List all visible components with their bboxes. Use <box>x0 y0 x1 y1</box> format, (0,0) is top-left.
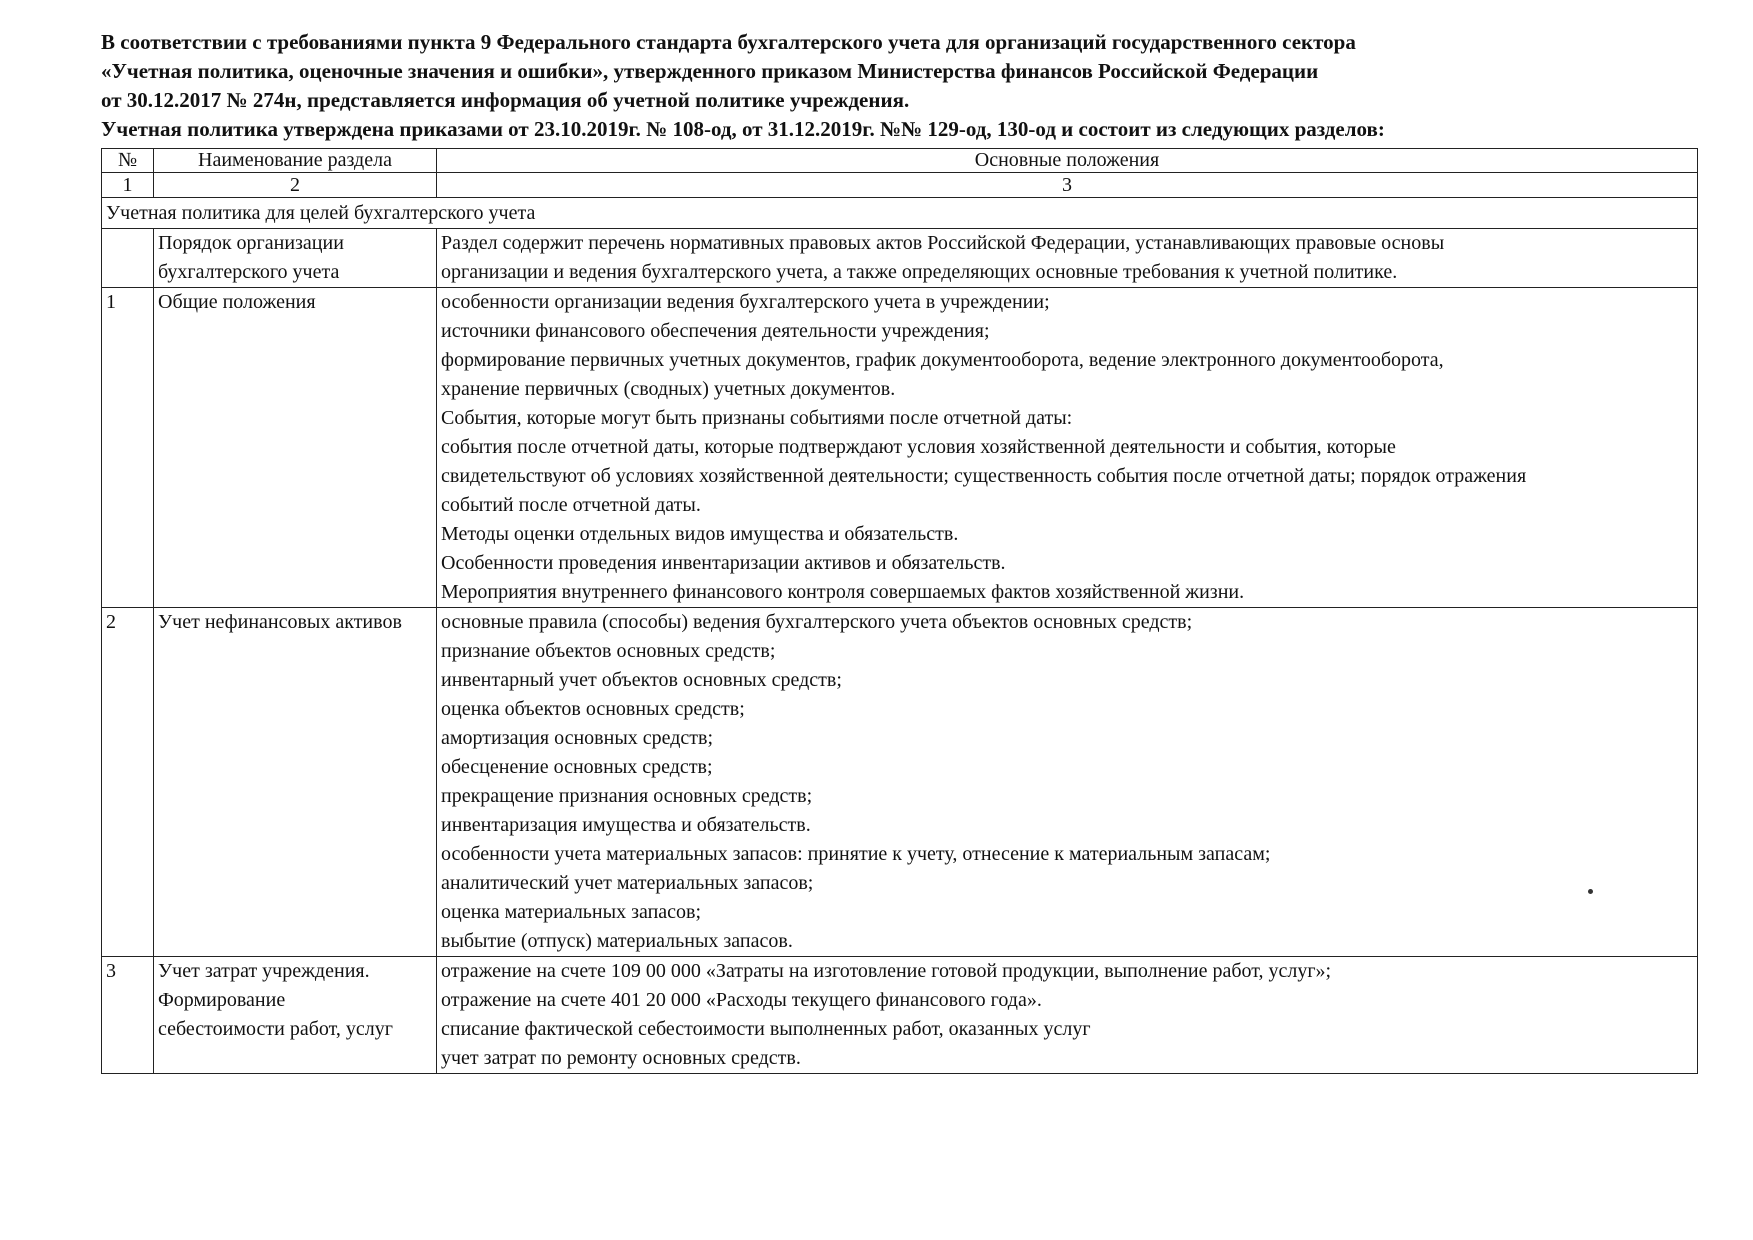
provision-line: Особенности проведения инвентаризации активов и обязательств. <box>441 552 1006 574</box>
column-number: 2 <box>154 173 437 198</box>
section-name <box>154 608 437 957</box>
main-provisions <box>437 608 1698 957</box>
header-section-name: Наименование раздела <box>154 149 437 173</box>
provision-line: организации и ведения бухгалтерского учета, а также определяющих основные требования к учетной политике. <box>441 261 1398 283</box>
table-row <box>102 229 1698 288</box>
row-number: 1 <box>102 288 154 608</box>
header-number: № <box>102 149 154 173</box>
provision-line: прекращение признания основных средств; <box>441 785 813 807</box>
row-number: 3 <box>102 957 154 1074</box>
provision-line: признание объектов основных средств; <box>441 640 776 662</box>
provision-line: Раздел содержит перечень нормативных правовых актов Российской Федерации, устанавливающих правовые основы <box>441 232 1445 254</box>
provision-line: списание фактической себестоимости выполненных работ, оказанных услуг <box>441 1018 1091 1040</box>
main-provisions <box>437 229 1698 288</box>
provision-line: отражение на счете 109 00 000 «Затраты на изготовление готовой продукции, выполнение работ, услуг»; <box>441 960 1332 982</box>
section-name-line: себестоимости работ, услуг <box>158 1018 393 1040</box>
section-name-line: Формирование <box>158 989 286 1011</box>
row-number: 2 <box>102 608 154 957</box>
provision-line: Методы оценки отдельных видов имущества и обязательств. <box>441 523 959 545</box>
provision-line: источники финансового обеспечения деятельности учреждения; <box>441 320 990 342</box>
section-name <box>154 957 437 1074</box>
column-number: 1 <box>102 173 154 198</box>
provision-line: особенности организации ведения бухгалтерского учета в учреждении; <box>441 291 1050 313</box>
intro-line: В соответствии с требованиями пункта 9 Федерального стандарта бухгалтерского учета для организаций государственного сектора <box>101 30 1356 54</box>
main-provisions <box>437 957 1698 1074</box>
table-row <box>102 288 1698 608</box>
intro-line: Учетная политика утверждена приказами от 23.10.2019г. № 108-од, от 31.12.2019г. №№ 129-од, 130-од и состоит из следующих разделов: <box>101 117 1385 141</box>
section-name <box>154 229 437 288</box>
section-name <box>154 288 437 608</box>
section-title: Учетная политика для целей бухгалтерского учета <box>102 198 1698 229</box>
section-name-line: Общие положения <box>158 291 316 313</box>
provision-line: аналитический учет материальных запасов; <box>441 872 814 894</box>
table-row <box>102 608 1698 957</box>
policy-table <box>101 148 1698 1074</box>
section-title-row <box>102 198 1698 229</box>
provision-line: выбытие (отпуск) материальных запасов. <box>441 930 793 952</box>
provision-line: инвентаризация имущества и обязательств. <box>441 814 811 836</box>
provision-line: События, которые могут быть признаны событиями после отчетной даты: <box>441 407 1073 429</box>
section-name-line: Учет нефинансовых активов <box>158 611 402 633</box>
provision-line: обесценение основных средств; <box>441 756 713 778</box>
section-name-line: Учет затрат учреждения. <box>158 960 370 982</box>
row-number <box>102 229 154 288</box>
intro-text <box>101 28 1701 144</box>
provision-line: особенности учета материальных запасов: принятие к учету, отнесение к материальным запасам; <box>441 843 1271 865</box>
section-name-line: бухгалтерского учета <box>158 261 340 283</box>
header-main-provisions: Основные положения <box>437 149 1698 173</box>
intro-line: от 30.12.2017 № 274н, представляется информация об учетной политике учреждения. <box>101 88 910 112</box>
header-row <box>102 149 1698 173</box>
column-number: 3 <box>437 173 1698 198</box>
provision-line: отражение на счете 401 20 000 «Расходы текущего финансового года». <box>441 989 1042 1011</box>
provision-line: событий после отчетной даты. <box>441 494 701 516</box>
column-number-row <box>102 173 1698 198</box>
table-body <box>102 173 1698 1074</box>
provision-line: оценка объектов основных средств; <box>441 698 745 720</box>
provision-line: оценка материальных запасов; <box>441 901 702 923</box>
main-provisions <box>437 288 1698 608</box>
provision-line: свидетельствуют об условиях хозяйственной деятельности; существенность события после отчетной даты; порядок отражения <box>441 465 1527 487</box>
provision-line: события после отчетной даты, которые подтверждают условия хозяйственной деятельности и события, которые <box>441 436 1396 458</box>
provision-line: учет затрат по ремонту основных средств. <box>441 1047 801 1069</box>
provision-line: амортизация основных средств; <box>441 727 714 749</box>
section-name-line: Порядок организации <box>158 232 344 254</box>
intro-line: «Учетная политика, оценочные значения и ошибки», утвержденного приказом Министерства финансов Российской Федерации <box>101 59 1319 83</box>
provision-line: инвентарный учет объектов основных средств; <box>441 669 842 691</box>
provision-line: основные правила (способы) ведения бухгалтерского учета объектов основных средств; <box>441 611 1193 633</box>
scan-speck <box>1588 889 1593 894</box>
provision-line: формирование первичных учетных документов, график документооборота, ведение электронного документооборота, <box>441 349 1444 371</box>
provision-line: Мероприятия внутреннего финансового контроля совершаемых фактов хозяйственной жизни. <box>441 581 1245 603</box>
provision-line: хранение первичных (сводных) учетных документов. <box>441 378 896 400</box>
table-row <box>102 957 1698 1074</box>
